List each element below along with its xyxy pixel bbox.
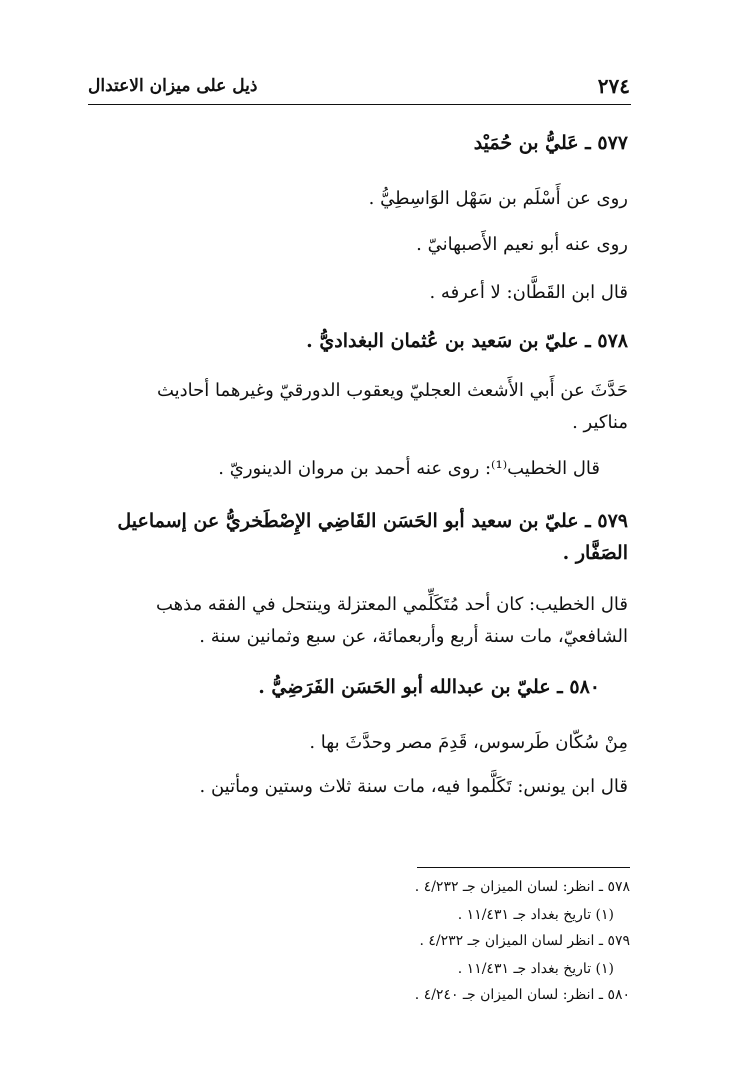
page-header xyxy=(88,74,630,100)
entry-579-heading: ٥٧٩ ـ عليّ بن سعيد أبو الحَسَن القَاضِي الإِصْطَخريُّ عن إسماعيل xyxy=(117,510,628,532)
running-title: ذيل على ميزان الاعتدال xyxy=(88,76,258,96)
text-line: قال ابن يونس: تَكَلَّموا فيه، مات سنة ثلاث وستين ومأتين . xyxy=(199,776,628,797)
text-line: الشافعيّ، مات سنة أربع وأربعمائة، عن سبع وثمانين سنة . xyxy=(199,626,628,647)
text-line: مناكير . xyxy=(572,412,628,433)
text-line: حَدَّثَ عن أَبي الأَشعث العجليّ ويعقوب الدورقيّ وغيرهما أحاديث xyxy=(156,380,628,401)
entry-577-heading: ٥٧٧ ـ عَليُّ بن حُمَيْد xyxy=(473,132,628,154)
entry-580-heading: ٥٨٠ ـ عليّ بن عبدالله أبو الحَسَن الفَرَضِيُّ . xyxy=(258,676,600,698)
footnote: ٥٧٨ ـ انظر: لسان الميزان جـ ٤/٢٣٢ . xyxy=(414,879,630,895)
text-line: مِنْ سُكّان طَرسوس، قَدِمَ مصر وحدَّثَ بها . xyxy=(309,732,628,753)
footnote: (١) تاريخ بغداد جـ ١١/٤٣١ . xyxy=(457,961,614,977)
text-line: قال الخطيب: كان أحد مُتَكَلِّمي المعتزلة وينتحل في الفقه مذهب xyxy=(155,594,628,615)
text-line: قال ابن القَطَّان: لا أعرفه . xyxy=(429,282,628,303)
text-line: روى عنه أبو نعيم الأَصبهانيّ . xyxy=(416,234,628,255)
footnote: ٥٨٠ ـ انظر: لسان الميزان جـ ٤/٢٤٠ . xyxy=(414,987,630,1003)
entry-578-heading: ٥٧٨ ـ عليّ بن سَعيد بن عُثمان البغداديُّ . xyxy=(306,330,628,352)
footnote: (١) تاريخ بغداد جـ ١١/٤٣١ . xyxy=(457,907,614,923)
header-rule xyxy=(88,104,631,105)
text-line: روى عن أَسْلَم بن سَهْل الوَاسِطِيُّ . xyxy=(368,188,628,209)
page-number: ٢٧٤ xyxy=(597,74,630,98)
footnote-rule xyxy=(417,867,630,868)
text-line: قال الخطيب⁽¹⁾: روى عنه أحمد بن مروان الدينوريّ . xyxy=(218,458,600,479)
entry-579-heading-cont: الصَفَّار . xyxy=(562,542,628,564)
footnote: ٥٧٩ ـ انظر لسان الميزان جـ ٤/٢٣٢ . xyxy=(419,933,630,949)
